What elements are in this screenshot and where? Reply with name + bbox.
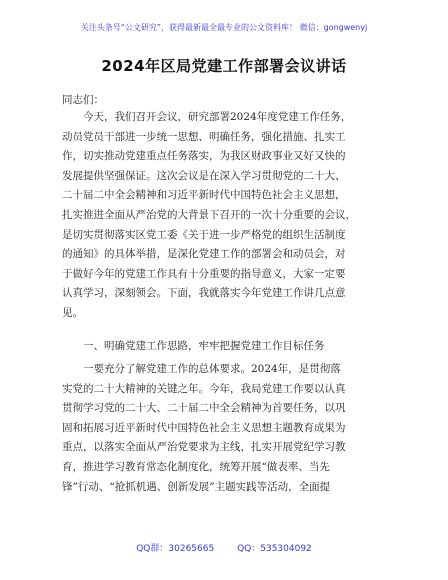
footer-qq: QQ：535304092 xyxy=(237,544,312,554)
text-line: 见。 xyxy=(62,306,83,319)
text-line: 发展提供坚强保证。这次会议是在深入学习贯彻党的二十大、 xyxy=(62,169,346,182)
text-line: 作，切实推动党建重点任务落实，为我区财政事业又好又快的 xyxy=(62,150,346,163)
text-line: 扎实推进全面从严治党的大背景下召开的一次十分重要的会议， xyxy=(62,208,356,221)
top-banner: 关注头条号“公文研究”，获得最新最全最专业的公文资料库！ 微信：gongwenyj xyxy=(80,23,368,32)
text-line: 动员党员干部进一步统一思想、明确任务，强化措施、扎实工 xyxy=(62,130,346,143)
text-line: 锋”行动、“抢抓机遇、创新发展”主题实践等活动，全面提 xyxy=(62,480,331,493)
text-line: 一要充分了解党建工作的总体要求。2024年，是贯彻落 xyxy=(83,363,341,375)
page-title: 2024年区局党建工作部署会议讲话 xyxy=(101,57,347,75)
text-line: 于做好今年的党建工作具有十分重要的指导意义，大家一定要 xyxy=(62,267,346,280)
section-heading-text: 一、明确党建工作思路，牢牢把握党建工作目标任务 xyxy=(83,340,325,352)
salutation: 同志们： xyxy=(62,94,104,106)
text-line: 的通知》的具体举措，是深化党建工作的部署会和动员会，对 xyxy=(62,248,346,261)
text-line: 实党的二十大精神的关键之年。今年，我局党建工作要以认真 xyxy=(62,382,346,395)
text-line: 贯彻学习党的二十大、二十届二中全会精神为首要任务，以巩 xyxy=(62,402,346,415)
text-line: 今天，我们召开会议，研究部署2024年度党建工作任务， xyxy=(83,111,352,123)
paragraph-2 xyxy=(62,360,390,497)
text-line: 二十届二中全会精神和习近平新时代中国特色社会主义思想， xyxy=(62,189,346,202)
paragraph-1 xyxy=(62,108,390,324)
text-line: 固和拓展习近平新时代中国特色社会主义思想主题教育成果为 xyxy=(62,421,346,434)
text-line: 是切实贯彻落实区党工委《关于进一步严格党的组织生活制度 xyxy=(62,228,346,241)
text-line: 认真学习，深刻领会。下面，我就落实今年党建工作讲几点意 xyxy=(62,287,346,300)
section-heading-1 xyxy=(62,337,390,357)
text-line: 育，推进学习教育常态化制度化，统筹开展“做表率、当先 xyxy=(62,460,330,473)
footer-qq-group: QQ群：30265665 xyxy=(136,544,215,554)
footer xyxy=(0,541,448,554)
text-line: 重点，以落实全面从严治党要求为主线，扎实开展党纪学习教 xyxy=(62,441,346,454)
